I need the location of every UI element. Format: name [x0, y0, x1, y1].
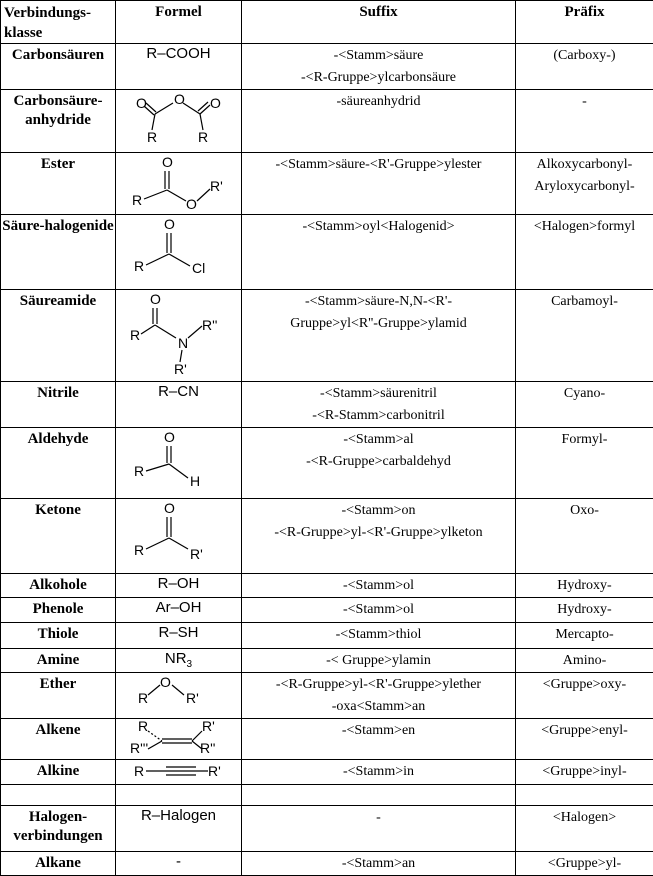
table-row	[1, 673, 653, 719]
table-row	[1, 428, 653, 499]
suffix-line: -<Stamm>säurenitril	[320, 386, 437, 401]
table-row	[1, 623, 653, 649]
compound-class-cell: Alkane	[1, 852, 116, 876]
formula-cell	[116, 290, 242, 382]
compound-class-cell: Amine	[1, 649, 116, 673]
label-r: R	[133, 258, 144, 274]
label-r: R	[129, 327, 140, 343]
table-row	[1, 44, 653, 90]
alkene-structure-icon	[124, 719, 234, 759]
label-r: R	[137, 690, 148, 706]
prefix-line: <Gruppe>oxy-	[542, 677, 627, 692]
table-row	[1, 760, 653, 785]
prefix-line: Mercapto-	[555, 627, 614, 642]
suffix-line: -<Stamm>ol	[342, 578, 414, 593]
prefix-line: <Halogen>formyl	[533, 219, 636, 234]
acid-halide-structure-icon	[124, 215, 234, 277]
anhydride-structure-icon	[124, 90, 234, 146]
prefix-cell	[516, 215, 653, 290]
header-suffix: Suffix	[242, 1, 516, 44]
label-r: R	[133, 763, 144, 779]
table-row	[1, 574, 653, 598]
prefix-line: <Halogen>	[552, 810, 617, 825]
prefix-line: Amino-	[562, 653, 607, 668]
table-row	[1, 215, 653, 290]
prefix-cell	[516, 44, 653, 90]
formula-cell	[116, 623, 242, 649]
suffix-line: -<Stamm>on	[341, 503, 416, 518]
label-n: N	[177, 335, 188, 351]
prefix-cell	[516, 574, 653, 598]
compound-class-cell: Ether	[1, 673, 116, 719]
formula-text	[116, 785, 241, 786]
label-r1: R'	[173, 361, 187, 377]
prefix-cell	[516, 785, 653, 806]
formula-cell	[116, 673, 242, 719]
suffix-cell	[242, 806, 516, 852]
prefix-cell	[516, 382, 653, 428]
prefix-cell	[516, 499, 653, 574]
suffix-cell	[242, 153, 516, 215]
compound-class-cell: Carbonsäuren	[1, 44, 116, 90]
suffix-cell	[242, 649, 516, 673]
suffix-cell	[242, 785, 516, 806]
prefix-line: <Gruppe>inyl-	[542, 764, 627, 779]
suffix-line: -<Stamm>säure-N,N-<R'-	[304, 294, 453, 309]
prefix-line: Hydroxy-	[557, 578, 612, 593]
compound-class-cell: Säureamide	[1, 290, 116, 382]
prefix-cell	[516, 649, 653, 673]
compound-class-cell: Nitrile	[1, 382, 116, 428]
label-r2: R''	[201, 317, 217, 333]
label-r2: R	[197, 129, 208, 145]
formula-text: -	[176, 853, 181, 870]
table-row	[1, 719, 653, 760]
suffix-line: Gruppe>yl<R''-Gruppe>ylamid	[290, 316, 467, 331]
suffix-line: -<R-Stamm>carbonitril	[312, 408, 445, 423]
label-o1: O	[135, 95, 147, 111]
suffix-cell	[242, 382, 516, 428]
formula-cell	[116, 719, 242, 760]
table-row	[1, 382, 653, 428]
formula-cell	[116, 574, 242, 598]
suffix-cell	[242, 598, 516, 623]
prefix-line: Carbamoyl-	[551, 294, 618, 309]
label-r-br: R''	[199, 740, 215, 756]
suffix-line: -<R-Gruppe>yl-<R'-Gruppe>ylketon	[274, 525, 483, 540]
prefix-line: (Carboxy-)	[553, 48, 616, 63]
label-r-bl: R'''	[129, 740, 148, 756]
compound-class-cell	[1, 785, 116, 806]
suffix-line: -<Stamm>säure	[333, 48, 424, 63]
compound-class-cell: Phenole	[1, 598, 116, 623]
formula-text: $NR_3$	[164, 650, 193, 670]
ester-structure-icon	[124, 153, 234, 213]
compound-class-cell: Ester	[1, 153, 116, 215]
formula-cell	[116, 215, 242, 290]
table-row	[1, 649, 653, 673]
table-row	[1, 852, 653, 876]
header-formel: Formel	[116, 1, 242, 44]
label-o2: O	[173, 91, 185, 107]
label-o: O	[159, 674, 171, 690]
suffix-line: -<R-Gruppe>ylcarbonsäure	[301, 70, 456, 85]
suffix-line: -<Stamm>in	[342, 764, 414, 779]
suffix-cell	[242, 44, 516, 90]
formula-text: R–Halogen	[140, 807, 217, 824]
formula-cell	[116, 44, 242, 90]
formula-cell	[116, 382, 242, 428]
compound-class-cell: Säure-halogenide	[1, 215, 116, 290]
ketone-structure-icon	[124, 499, 234, 563]
prefix-cell	[516, 673, 653, 719]
suffix-cell	[242, 719, 516, 760]
formula-cell	[116, 499, 242, 574]
table-row	[1, 153, 653, 215]
compound-class-cell: Ketone	[1, 499, 116, 574]
prefix-line: Oxo-	[570, 503, 599, 518]
table-row	[1, 290, 653, 382]
prefix-line: Cyano-	[563, 386, 606, 401]
prefix-cell	[516, 760, 653, 785]
suffix-line: -<Stamm>thiol	[335, 627, 422, 642]
suffix-cell	[242, 215, 516, 290]
suffix-line: -<Stamm>al	[343, 432, 414, 447]
suffix-line: -<Stamm>an	[341, 856, 416, 871]
table-row	[1, 499, 653, 574]
formula-cell	[116, 428, 242, 499]
header-row	[1, 1, 653, 44]
label-o1: O	[161, 154, 173, 170]
prefix-line: -	[582, 94, 587, 109]
label-cl: Cl	[191, 260, 205, 276]
suffix-line: -<Stamm>ol	[342, 602, 414, 617]
suffix-line: -säureanhydrid	[336, 94, 421, 109]
amide-structure-icon	[124, 290, 234, 378]
prefix-cell	[516, 623, 653, 649]
formula-cell	[116, 760, 242, 785]
suffix-line: -< Gruppe>ylamin	[326, 653, 431, 668]
prefix-cell	[516, 90, 653, 153]
label-o3: O	[209, 95, 221, 111]
suffix-line: -<R-Gruppe>yl-<R'-Gruppe>ylether	[275, 677, 482, 692]
compound-class-cell: Thiole	[1, 623, 116, 649]
compound-class-cell: Aldehyde	[1, 428, 116, 499]
suffix-line: -oxa<Stamm>an	[331, 699, 426, 714]
label-r: R	[133, 542, 144, 558]
header-praefix: Präfix	[516, 1, 653, 44]
formula-cell	[116, 153, 242, 215]
formula-cell	[116, 649, 242, 673]
label-r1: R	[131, 192, 142, 208]
prefix-cell	[516, 719, 653, 760]
table-row	[1, 806, 653, 852]
formula-cell	[116, 806, 242, 852]
suffix-line: -<Stamm>en	[341, 723, 416, 738]
prefix-line: <Gruppe>yl-	[547, 856, 622, 871]
compound-class-cell: Halogen-verbindungen	[1, 806, 116, 852]
suffix-cell	[242, 673, 516, 719]
suffix-cell	[242, 574, 516, 598]
formula-cell	[116, 785, 242, 806]
aldehyde-structure-icon	[124, 428, 234, 490]
prefix-cell	[516, 428, 653, 499]
label-o2: O	[185, 196, 197, 212]
compound-class-cell: Alkine	[1, 760, 116, 785]
formula-cell	[116, 852, 242, 876]
suffix-cell	[242, 428, 516, 499]
formula-text: R–SH	[158, 624, 199, 641]
prefix-line: Aryloxycarbonyl-	[534, 179, 635, 194]
compound-class-cell: Alkene	[1, 719, 116, 760]
table-row	[1, 598, 653, 623]
label-r-tr: R'	[201, 719, 215, 734]
label-r2: R'	[209, 178, 223, 194]
suffix-line: -<Stamm>säure-<R'-Gruppe>ylester	[275, 157, 482, 172]
suffix-cell	[242, 760, 516, 785]
compound-class-cell: Carbonsäure-anhydride	[1, 90, 116, 153]
prefix-line: <Gruppe>enyl-	[541, 723, 628, 738]
alkyne-structure-icon	[124, 760, 234, 782]
suffix-cell	[242, 90, 516, 153]
label-o: O	[149, 291, 161, 307]
header-verbindungsklasse	[1, 1, 116, 44]
prefix-cell	[516, 153, 653, 215]
prefix-cell	[516, 806, 653, 852]
prefix-line: Hydroxy-	[557, 602, 612, 617]
formula-cell	[116, 90, 242, 153]
formula-text: R–OH	[157, 575, 200, 592]
label-r1: R'	[189, 546, 203, 562]
label-o: O	[163, 500, 175, 516]
prefix-cell	[516, 598, 653, 623]
compound-class-cell: Alkohole	[1, 574, 116, 598]
label-o: O	[163, 429, 175, 445]
prefix-cell	[516, 852, 653, 876]
prefix-line: Alkoxycarbonyl-	[536, 157, 633, 172]
label-h: H	[189, 473, 200, 489]
table-row	[1, 90, 653, 153]
label-o: O	[163, 216, 175, 232]
label-r-tl: R	[137, 719, 148, 734]
ether-structure-icon	[124, 673, 234, 707]
suffix-line: -	[376, 810, 381, 825]
suffix-cell	[242, 499, 516, 574]
formula-text: R–COOH	[146, 45, 211, 62]
label-r1: R'	[207, 763, 221, 779]
label-r1: R'	[185, 690, 199, 706]
suffix-line: -<Stamm>oyl<Halogenid>	[302, 219, 455, 234]
suffix-line: -<R-Gruppe>carbaldehyd	[306, 454, 451, 469]
prefix-cell	[516, 290, 653, 382]
formula-text: Ar–OH	[155, 599, 202, 616]
prefix-line: Formyl-	[561, 432, 608, 447]
header-klasse-text: Verbindungs-klasse	[4, 5, 91, 41]
suffix-cell	[242, 852, 516, 876]
label-r: R	[133, 463, 144, 479]
formula-cell	[116, 598, 242, 623]
table-row	[1, 785, 653, 806]
formula-text: R–CN	[158, 383, 199, 400]
suffix-cell	[242, 290, 516, 382]
label-r1: R	[146, 129, 157, 145]
suffix-cell	[242, 623, 516, 649]
